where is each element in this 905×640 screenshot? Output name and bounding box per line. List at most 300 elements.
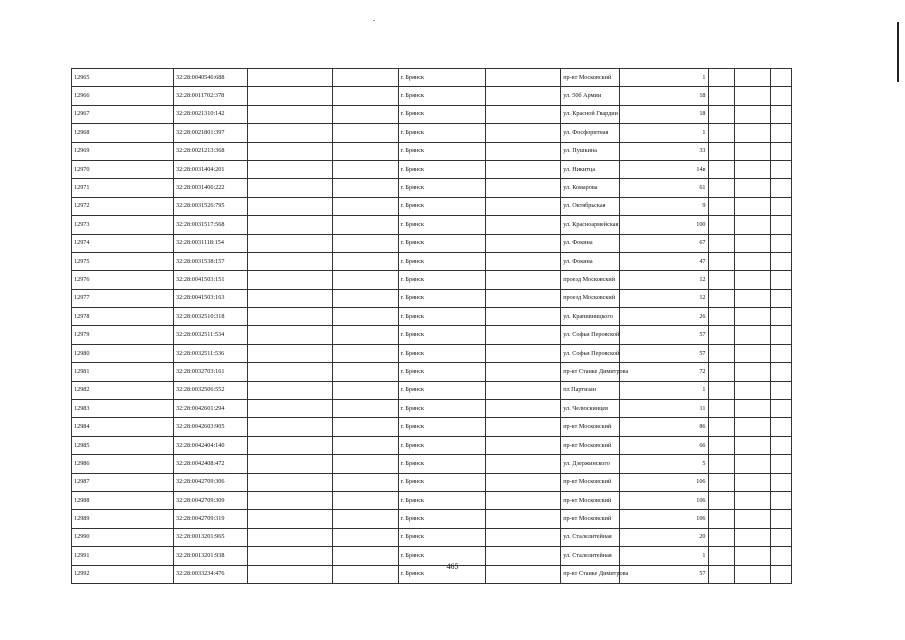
- city-cell: г. Брянск: [398, 160, 486, 178]
- empty-cell: [332, 87, 398, 105]
- table-row: [72, 381, 792, 399]
- city-cell: г. Брянск: [398, 216, 486, 234]
- cadastral-number-cell: 32:28:0021801:397: [173, 124, 247, 142]
- city-cell: г. Брянск: [398, 289, 486, 307]
- empty-cell: [735, 160, 771, 178]
- empty-cell: [771, 381, 792, 399]
- empty-cell: [486, 528, 561, 546]
- house-number-cell: 57: [619, 565, 708, 583]
- empty-cell: [771, 326, 792, 344]
- street-cell: проезд Московский: [561, 289, 620, 307]
- street-cell: ул. Челюскинцев: [561, 400, 620, 418]
- city-cell: г. Брянск: [398, 197, 486, 215]
- table-row: [72, 179, 792, 197]
- cadastral-number-cell: 32:28:0033234:476: [173, 565, 247, 583]
- city-cell: г. Брянск: [398, 400, 486, 418]
- cadastral-number-cell: 32:28:0042408:472: [173, 455, 247, 473]
- street-cell: ул. Софьи Перовской: [561, 326, 620, 344]
- empty-cell: [735, 289, 771, 307]
- cadastral-number-cell: 32:28:0031538:157: [173, 252, 247, 270]
- street-cell: пр-кт Московский: [561, 69, 620, 87]
- empty-cell: [735, 308, 771, 326]
- street-cell: проезд Московский: [561, 271, 620, 289]
- city-cell: г. Брянск: [398, 234, 486, 252]
- empty-cell: [332, 234, 398, 252]
- row-number-cell: 12989: [72, 510, 174, 528]
- empty-cell: [486, 160, 561, 178]
- empty-cell: [771, 308, 792, 326]
- row-number-cell: 12975: [72, 252, 174, 270]
- empty-cell: [771, 400, 792, 418]
- empty-cell: [486, 105, 561, 123]
- table-row: [72, 216, 792, 234]
- empty-cell: [486, 363, 561, 381]
- empty-cell: [486, 87, 561, 105]
- row-number-cell: 12985: [72, 436, 174, 454]
- empty-cell: [248, 87, 332, 105]
- empty-cell: [735, 271, 771, 289]
- table-row: [72, 87, 792, 105]
- city-cell: г. Брянск: [398, 381, 486, 399]
- empty-cell: [248, 252, 332, 270]
- empty-cell: [735, 197, 771, 215]
- empty-cell: [735, 473, 771, 491]
- street-cell: ул. Фосфоритная: [561, 124, 620, 142]
- empty-cell: [771, 179, 792, 197]
- table-row: [72, 308, 792, 326]
- row-number-cell: 12986: [72, 455, 174, 473]
- cadastral-number-cell: 32:28:0011702:378: [173, 87, 247, 105]
- street-cell: ул. Фокина: [561, 252, 620, 270]
- street-cell: пл Партизан: [561, 381, 620, 399]
- empty-cell: [771, 124, 792, 142]
- empty-cell: [248, 197, 332, 215]
- city-cell: г. Брянск: [398, 326, 486, 344]
- street-cell: пр-кт Станке Димитрова: [561, 565, 620, 583]
- street-cell: ул. 50б Армии: [561, 87, 620, 105]
- row-number-cell: 12992: [72, 565, 174, 583]
- cadastral-number-cell: 32:28:0040546:688: [173, 69, 247, 87]
- city-cell: г. Брянск: [398, 418, 486, 436]
- empty-cell: [486, 326, 561, 344]
- page-number: 465: [446, 562, 459, 571]
- empty-cell: [771, 271, 792, 289]
- empty-cell: [248, 289, 332, 307]
- empty-cell: [735, 105, 771, 123]
- house-number-cell: 12: [619, 271, 708, 289]
- house-number-cell: 47: [619, 252, 708, 270]
- empty-cell: [708, 418, 735, 436]
- table-row: [72, 105, 792, 123]
- empty-cell: [708, 326, 735, 344]
- city-cell: г. Брянск: [398, 252, 486, 270]
- empty-cell: [735, 400, 771, 418]
- empty-cell: [735, 491, 771, 509]
- city-cell: г. Брянск: [398, 308, 486, 326]
- empty-cell: [708, 436, 735, 454]
- table-row: [72, 400, 792, 418]
- house-number-cell: 33: [619, 142, 708, 160]
- empty-cell: [486, 234, 561, 252]
- empty-cell: [486, 400, 561, 418]
- empty-cell: [735, 234, 771, 252]
- empty-cell: [332, 381, 398, 399]
- cadastral-number-cell: 32:28:0013201:938: [173, 547, 247, 565]
- street-cell: ул. Красной Гвардии: [561, 105, 620, 123]
- empty-cell: [248, 436, 332, 454]
- empty-cell: [248, 308, 332, 326]
- house-number-cell: 66: [619, 436, 708, 454]
- street-cell: пр-кт Московский: [561, 436, 620, 454]
- empty-cell: [771, 160, 792, 178]
- row-number-cell: 12967: [72, 105, 174, 123]
- empty-cell: [771, 234, 792, 252]
- row-number-cell: 12965: [72, 69, 174, 87]
- row-number-cell: 12979: [72, 326, 174, 344]
- city-cell: г. Брянск: [398, 271, 486, 289]
- empty-cell: [332, 473, 398, 491]
- city-cell: г. Брянск: [398, 510, 486, 528]
- empty-cell: [708, 289, 735, 307]
- cadastral-number-cell: 32:28:0021213:368: [173, 142, 247, 160]
- empty-cell: [248, 142, 332, 160]
- table-row: [72, 344, 792, 362]
- empty-cell: [248, 105, 332, 123]
- empty-cell: [771, 528, 792, 546]
- house-number-cell: 1: [619, 124, 708, 142]
- table-row: [72, 473, 792, 491]
- empty-cell: [708, 160, 735, 178]
- street-cell: пр-кт Московский: [561, 473, 620, 491]
- property-register-table: [71, 68, 792, 584]
- empty-cell: [735, 418, 771, 436]
- street-cell: ул. Комарова: [561, 179, 620, 197]
- empty-cell: [486, 455, 561, 473]
- row-number-cell: 12969: [72, 142, 174, 160]
- street-cell: пр-кт Московский: [561, 491, 620, 509]
- empty-cell: [708, 179, 735, 197]
- empty-cell: [771, 69, 792, 87]
- city-cell: г. Брянск: [398, 436, 486, 454]
- empty-cell: [486, 124, 561, 142]
- house-number-cell: 61: [619, 179, 708, 197]
- empty-cell: [708, 455, 735, 473]
- empty-cell: [735, 87, 771, 105]
- empty-cell: [708, 216, 735, 234]
- house-number-cell: 106: [619, 510, 708, 528]
- empty-cell: [248, 491, 332, 509]
- empty-cell: [735, 142, 771, 160]
- house-number-cell: 5: [619, 455, 708, 473]
- table-row: [72, 455, 792, 473]
- row-number-cell: 12972: [72, 197, 174, 215]
- city-cell: г. Брянск: [398, 124, 486, 142]
- empty-cell: [771, 105, 792, 123]
- empty-cell: [771, 87, 792, 105]
- table-row: [72, 234, 792, 252]
- empty-cell: [248, 473, 332, 491]
- empty-cell: [486, 308, 561, 326]
- cadastral-number-cell: 32:28:0032510:318: [173, 308, 247, 326]
- row-number-cell: 12991: [72, 547, 174, 565]
- empty-cell: [771, 418, 792, 436]
- row-number-cell: 12990: [72, 528, 174, 546]
- empty-cell: [486, 252, 561, 270]
- table-row: [72, 124, 792, 142]
- empty-cell: [486, 271, 561, 289]
- empty-cell: [708, 473, 735, 491]
- empty-cell: [771, 455, 792, 473]
- street-cell: ул. Пушкина: [561, 142, 620, 160]
- empty-cell: [708, 69, 735, 87]
- street-cell: пр-кт Станке Димитрова: [561, 363, 620, 381]
- empty-cell: [486, 69, 561, 87]
- empty-cell: [771, 344, 792, 362]
- empty-cell: [735, 326, 771, 344]
- house-number-cell: 106: [619, 491, 708, 509]
- table-row: [72, 363, 792, 381]
- city-cell: г. Брянск: [398, 142, 486, 160]
- cadastral-number-cell: 32:28:0031526:795: [173, 197, 247, 215]
- empty-cell: [486, 491, 561, 509]
- empty-cell: [248, 528, 332, 546]
- empty-cell: [332, 436, 398, 454]
- cadastral-number-cell: 32:28:0031118:154: [173, 234, 247, 252]
- empty-cell: [332, 326, 398, 344]
- city-cell: г. Брянск: [398, 547, 486, 565]
- house-number-cell: 86: [619, 418, 708, 436]
- table-row: [72, 197, 792, 215]
- row-number-cell: 12971: [72, 179, 174, 197]
- empty-cell: [735, 124, 771, 142]
- house-number-cell: 106: [619, 473, 708, 491]
- cadastral-number-cell: 32:28:0032506:552: [173, 381, 247, 399]
- empty-cell: [708, 234, 735, 252]
- empty-cell: [771, 252, 792, 270]
- empty-cell: [735, 436, 771, 454]
- empty-cell: [708, 528, 735, 546]
- street-cell: ул. Крапивницкого: [561, 308, 620, 326]
- empty-cell: [332, 160, 398, 178]
- empty-cell: [248, 271, 332, 289]
- empty-cell: [248, 400, 332, 418]
- empty-cell: [332, 418, 398, 436]
- row-number-cell: 12977: [72, 289, 174, 307]
- empty-cell: [771, 491, 792, 509]
- empty-cell: [332, 510, 398, 528]
- empty-cell: [708, 124, 735, 142]
- empty-cell: [332, 124, 398, 142]
- empty-cell: [708, 491, 735, 509]
- cadastral-number-cell: 32:28:0042709:306: [173, 473, 247, 491]
- empty-cell: [486, 344, 561, 362]
- house-number-cell: 20: [619, 528, 708, 546]
- empty-cell: [248, 234, 332, 252]
- empty-cell: [248, 160, 332, 178]
- empty-cell: [248, 124, 332, 142]
- empty-cell: [332, 271, 398, 289]
- table-row: [72, 326, 792, 344]
- table-row: [72, 418, 792, 436]
- empty-cell: [735, 216, 771, 234]
- street-cell: ул. Дзержинского: [561, 455, 620, 473]
- house-number-cell: 14в: [619, 160, 708, 178]
- empty-cell: [332, 69, 398, 87]
- empty-cell: [248, 510, 332, 528]
- house-number-cell: 11: [619, 400, 708, 418]
- city-cell: г. Брянск: [398, 565, 486, 583]
- row-number-cell: 12970: [72, 160, 174, 178]
- empty-cell: [332, 179, 398, 197]
- empty-cell: [708, 87, 735, 105]
- empty-cell: [708, 252, 735, 270]
- empty-cell: [735, 69, 771, 87]
- house-number-cell: 12: [619, 289, 708, 307]
- empty-cell: [771, 216, 792, 234]
- row-number-cell: 12980: [72, 344, 174, 362]
- empty-cell: [486, 381, 561, 399]
- street-cell: ул. Октябрьская: [561, 197, 620, 215]
- empty-cell: [248, 381, 332, 399]
- cadastral-number-cell: 32:28:0042603:905: [173, 418, 247, 436]
- empty-cell: [735, 528, 771, 546]
- city-cell: г. Брянск: [398, 105, 486, 123]
- row-number-cell: 12983: [72, 400, 174, 418]
- cadastral-number-cell: 32:28:0042709:309: [173, 491, 247, 509]
- house-number-cell: 100: [619, 216, 708, 234]
- empty-cell: [771, 289, 792, 307]
- empty-cell: [771, 142, 792, 160]
- table-row: [72, 271, 792, 289]
- table-row: [72, 252, 792, 270]
- cadastral-number-cell: 32:28:0042709:319: [173, 510, 247, 528]
- empty-cell: [735, 363, 771, 381]
- street-cell: пр-кт Московский: [561, 510, 620, 528]
- row-number-cell: 12984: [72, 418, 174, 436]
- empty-cell: [332, 216, 398, 234]
- city-cell: г. Брянск: [398, 179, 486, 197]
- street-cell: ул. Сталелитейная: [561, 528, 620, 546]
- row-number-cell: 12968: [72, 124, 174, 142]
- cadastral-number-cell: 32:28:0032703:161: [173, 363, 247, 381]
- empty-cell: [708, 510, 735, 528]
- cadastral-number-cell: 32:28:0031517:568: [173, 216, 247, 234]
- table-row: [72, 491, 792, 509]
- empty-cell: [248, 418, 332, 436]
- table-row: [72, 510, 792, 528]
- empty-cell: [771, 197, 792, 215]
- row-number-cell: 12981: [72, 363, 174, 381]
- empty-cell: [771, 510, 792, 528]
- house-number-cell: 67: [619, 234, 708, 252]
- cadastral-number-cell: 32:28:0032511:536: [173, 344, 247, 362]
- row-number-cell: 12978: [72, 308, 174, 326]
- street-cell: пр-кт Московский: [561, 418, 620, 436]
- street-cell: ул. Никитца: [561, 160, 620, 178]
- row-number-cell: 12974: [72, 234, 174, 252]
- cadastral-number-cell: 32:28:0042404:140: [173, 436, 247, 454]
- cadastral-number-cell: 32:28:0021310:142: [173, 105, 247, 123]
- city-cell: г. Брянск: [398, 455, 486, 473]
- street-cell: ул. Фокина: [561, 234, 620, 252]
- empty-cell: [486, 473, 561, 491]
- empty-cell: [248, 455, 332, 473]
- street-cell: ул. Красноармейская: [561, 216, 620, 234]
- house-number-cell: 72: [619, 363, 708, 381]
- row-number-cell: 12976: [72, 271, 174, 289]
- cadastral-number-cell: 32:28:0031406:222: [173, 179, 247, 197]
- empty-cell: [332, 363, 398, 381]
- city-cell: г. Брянск: [398, 528, 486, 546]
- empty-cell: [332, 197, 398, 215]
- empty-cell: [332, 400, 398, 418]
- empty-cell: [248, 216, 332, 234]
- register-table-body: [72, 69, 792, 584]
- empty-cell: [248, 326, 332, 344]
- house-number-cell: 18: [619, 87, 708, 105]
- cadastral-number-cell: 32:28:0041503:163: [173, 289, 247, 307]
- empty-cell: [771, 363, 792, 381]
- cadastral-number-cell: 32:28:0041503:151: [173, 271, 247, 289]
- empty-cell: [771, 473, 792, 491]
- cadastral-number-cell: 32:28:0031404:201: [173, 160, 247, 178]
- empty-cell: [708, 142, 735, 160]
- house-number-cell: 18: [619, 105, 708, 123]
- empty-cell: [332, 105, 398, 123]
- empty-cell: [708, 308, 735, 326]
- empty-cell: [486, 510, 561, 528]
- empty-cell: [332, 344, 398, 362]
- table-row: [72, 436, 792, 454]
- empty-cell: [486, 179, 561, 197]
- scan-edge-line: [897, 22, 899, 82]
- empty-cell: [708, 363, 735, 381]
- empty-cell: [248, 69, 332, 87]
- house-number-cell: 57: [619, 344, 708, 362]
- empty-cell: [486, 289, 561, 307]
- row-number-cell: 12973: [72, 216, 174, 234]
- empty-cell: [708, 381, 735, 399]
- empty-cell: [708, 197, 735, 215]
- city-cell: г. Брянск: [398, 363, 486, 381]
- empty-cell: [332, 308, 398, 326]
- empty-cell: [332, 142, 398, 160]
- street-cell: ул. Сталелитейная: [561, 547, 620, 565]
- empty-cell: [735, 381, 771, 399]
- empty-cell: [735, 252, 771, 270]
- empty-cell: [708, 105, 735, 123]
- city-cell: г. Брянск: [398, 69, 486, 87]
- empty-cell: [486, 418, 561, 436]
- house-number-cell: 1: [619, 381, 708, 399]
- empty-cell: [486, 216, 561, 234]
- house-number-cell: 1: [619, 69, 708, 87]
- empty-cell: [332, 455, 398, 473]
- empty-cell: [332, 252, 398, 270]
- row-number-cell: 12966: [72, 87, 174, 105]
- empty-cell: [332, 491, 398, 509]
- cadastral-number-cell: 32:28:0013201:965: [173, 528, 247, 546]
- house-number-cell: 57: [619, 326, 708, 344]
- empty-cell: [486, 197, 561, 215]
- empty-cell: [708, 271, 735, 289]
- house-number-cell: 1: [619, 547, 708, 565]
- empty-cell: [248, 179, 332, 197]
- row-number-cell: 12988: [72, 491, 174, 509]
- empty-cell: [486, 436, 561, 454]
- table-row: [72, 528, 792, 546]
- house-number-cell: 26: [619, 308, 708, 326]
